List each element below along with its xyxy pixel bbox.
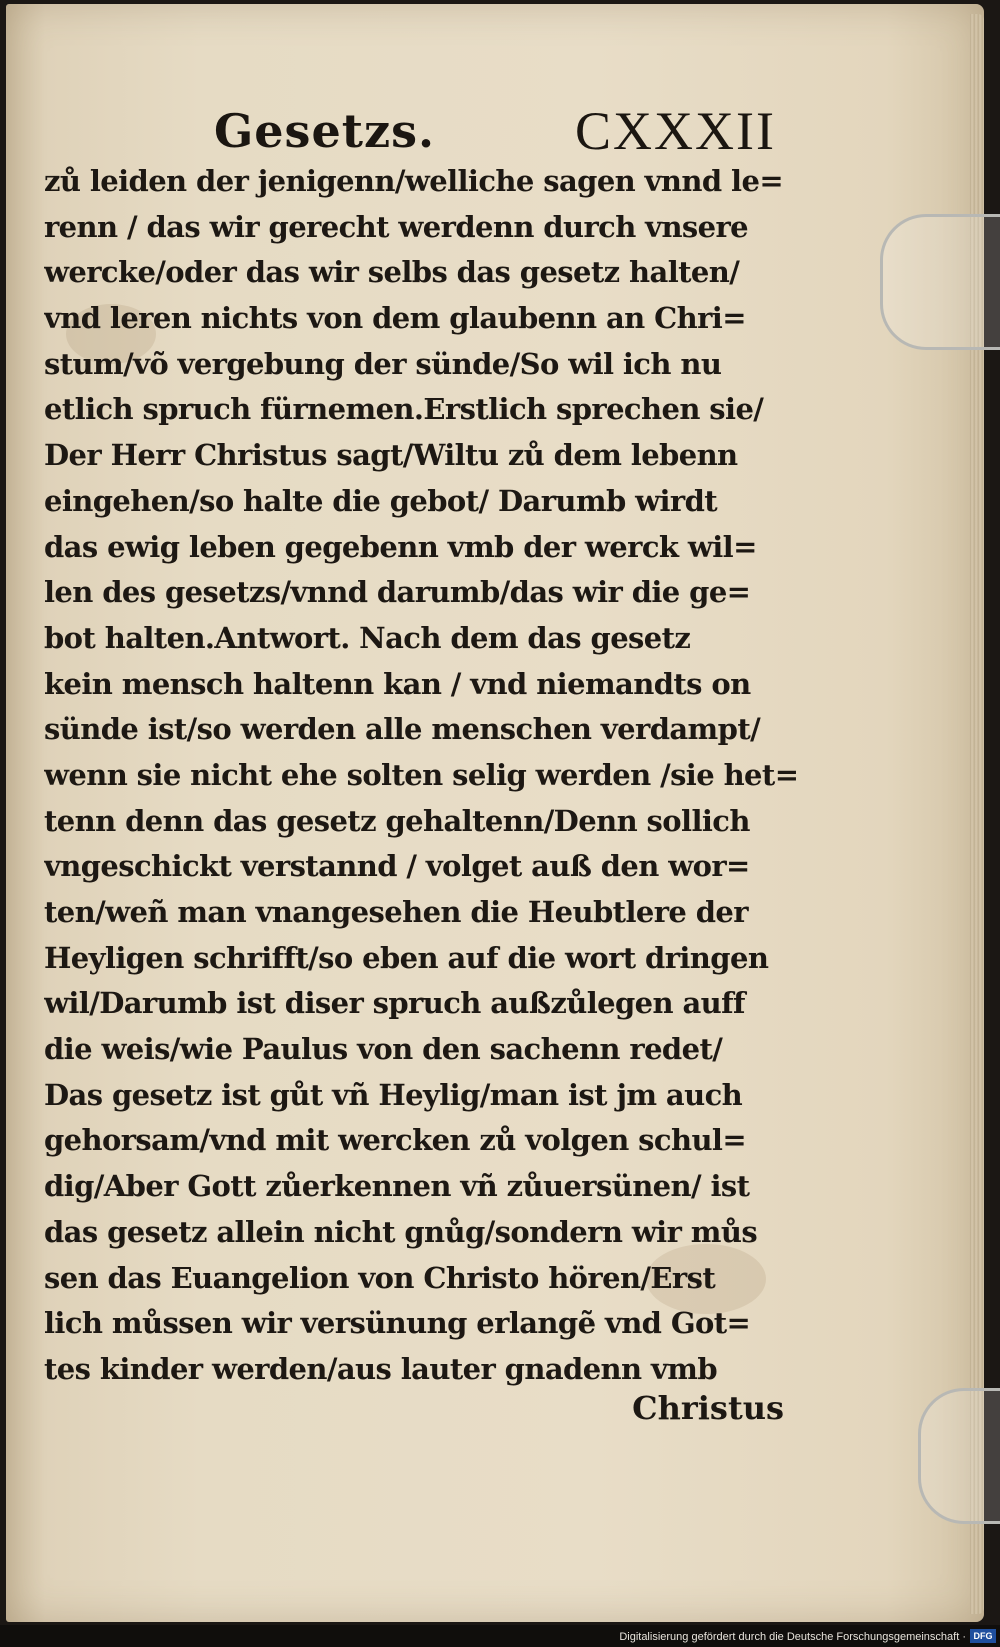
- text-line: Der Herr Christus sagt/Wiltu zů dem lebenn: [44, 438, 738, 473]
- text-line: Heyligen schrifft/so eben auf die wort dringen: [44, 940, 769, 975]
- text-line: dig/Aber Gott zůerkennen vñ zůuersünen/ ist: [44, 1169, 750, 1204]
- text-line: bot halten.Antwort. Nach dem das gesetz: [44, 620, 691, 655]
- text-line: ten/weñ man vnangesehen die Heubtlere der: [44, 895, 748, 929]
- page-clip-bottom: [918, 1388, 1000, 1524]
- text-line: das ewig leben gegebenn vmb der werck wil=: [44, 529, 757, 564]
- folio-number: CXXXII: [575, 101, 776, 161]
- running-head: Gesetzs.: [214, 104, 435, 158]
- credit-bar: [0, 1625, 1000, 1647]
- text-line: tes kinder werden/aus lauter gnadenn vmb: [44, 1351, 718, 1386]
- text-line: sünde ist/so werden alle menschen verdampt/: [44, 712, 761, 747]
- text-line: wenn sie nicht ehe solten selig werden /sie het=: [44, 757, 799, 792]
- funding-credit: Digitalisierung gefördert durch die Deutsche Forschungsgemeinschaft ·: [619, 1631, 966, 1643]
- text-line: wil/Darumb ist diser spruch außzůlegen auff: [44, 986, 745, 1021]
- page-header: [202, 98, 782, 168]
- text-line: sen das Euangelion von Christo hören/Erst: [44, 1260, 716, 1295]
- text-line: len des gesetzs/vnnd darumb/das wir die ge=: [44, 575, 751, 610]
- text-line: Das gesetz ist gůt vñ Heylig/man ist jm auch: [44, 1077, 743, 1112]
- catchword: Christus: [632, 1389, 784, 1427]
- text-line: zů leiden der jenigenn/welliche sagen vnnd le=: [44, 164, 784, 198]
- text-line: vnd leren nichts von dem glaubenn an Chri=: [44, 301, 746, 336]
- page-clip-top: [880, 214, 1000, 350]
- text-line: etlich spruch fürnemen.Erstlich sprechen sie/: [44, 392, 764, 427]
- text-line: gehorsam/vnd mit wercken zů volgen schul=: [44, 1123, 747, 1158]
- text-line: das gesetz allein nicht gnůg/sondern wir můs: [44, 1214, 758, 1249]
- text-line: stum/võ vergebung der sünde/So wil ich nu: [44, 346, 722, 381]
- text-line: lich můssen wir versünung erlangẽ vnd Got=: [44, 1306, 751, 1341]
- book-page: [6, 4, 984, 1622]
- dfg-logo: DFG: [970, 1629, 996, 1643]
- text-line: eingehen/so halte die gebot/ Darumb wirdt: [44, 483, 718, 518]
- text-line: wercke/oder das wir selbs das gesetz halten/: [44, 255, 740, 290]
- text-line: kein mensch haltenn kan / vnd niemandts on: [44, 666, 751, 701]
- text-line: tenn denn das gesetz gehaltenn/Denn sollich: [44, 803, 750, 838]
- text-line: vngeschickt verstannd / volget auß den wor=: [44, 849, 750, 884]
- text-block: [44, 159, 814, 1393]
- text-line: renn / das wir gerecht werdenn durch vnsere: [44, 209, 749, 244]
- text-line: die weis/wie Paulus von den sachenn redet/: [44, 1032, 723, 1067]
